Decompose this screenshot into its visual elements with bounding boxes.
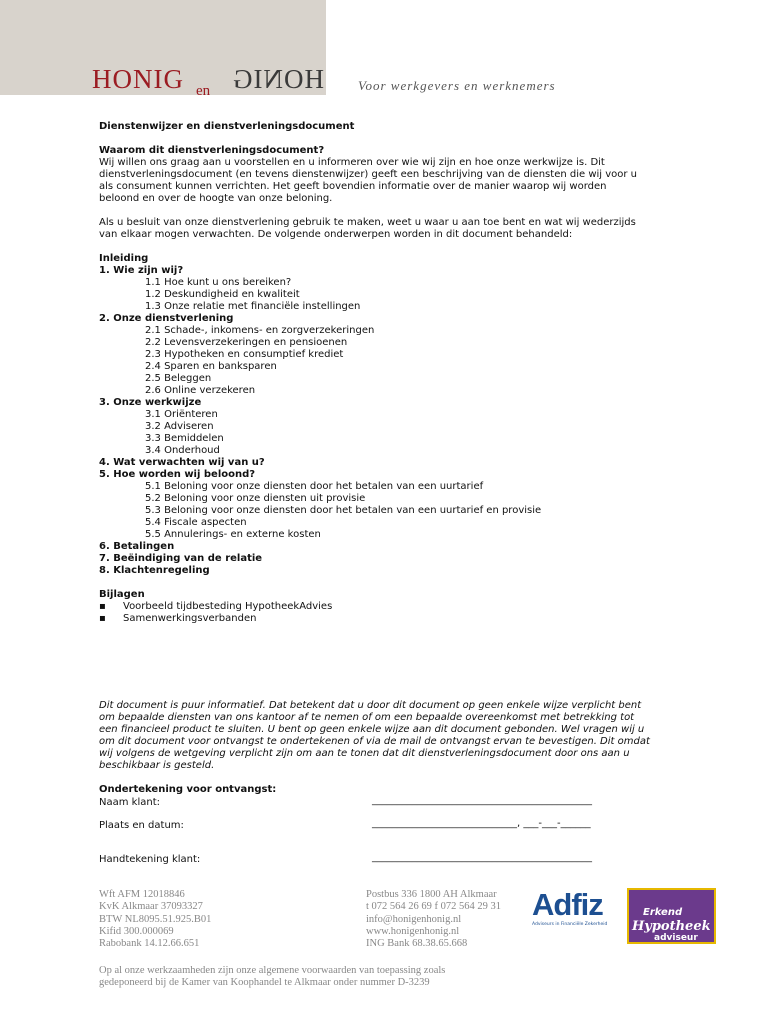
erkend-text: Erkend <box>643 907 683 918</box>
para-line: Wij willen ons graag aan u voorstellen en u informeren over wie wij zijn en hoe onze werkwijze is. Dit <box>99 157 605 168</box>
toc-subitem: 3.2 Adviseren <box>145 421 214 432</box>
hypotheek-text: Hypotheek <box>632 919 711 934</box>
sign-line-naam[interactable]: ____________________________________________ <box>372 795 592 806</box>
adfiz-logo <box>532 888 620 940</box>
footer-line[interactable]: info@honigenhonig.nl <box>366 913 462 925</box>
footer-right <box>366 889 501 950</box>
toc-subitem: 1.1 Hoe kunt u ons bereiken? <box>145 277 292 288</box>
toc-subitem: 3.3 Bemiddelen <box>145 433 224 444</box>
footer-line: BTW NL8095.51.925.B01 <box>99 913 212 925</box>
sign-heading: Ondertekening voor ontvangst: <box>99 784 277 795</box>
footer-left <box>99 889 211 950</box>
toc-item: 5. Hoe worden wij beloond? <box>99 469 256 480</box>
para-line: Als u besluit van onze dienstverlening gebruik te maken, weet u waar u aan toe bent en wat wij wederzijds <box>99 217 636 228</box>
toc-item: 2. Onze dienstverlening <box>99 313 234 324</box>
document-body <box>99 121 669 625</box>
erkend-hypotheekadviseur-logo <box>627 888 716 944</box>
toc-subitem: 5.2 Beloning voor onze diensten uit provisie <box>145 493 366 504</box>
table-of-contents <box>99 253 669 577</box>
toc-subitem: 5.4 Fiscale aspecten <box>145 517 247 528</box>
footer-line: ING Bank 68.38.65.668 <box>366 938 468 950</box>
logo-text-right: HONIG <box>232 64 324 94</box>
footer-conditions <box>99 965 445 990</box>
footer-line: KvK Alkmaar 37093327 <box>99 901 203 913</box>
toc-item: 6. Betalingen <box>99 541 175 552</box>
para-line: als consument kunnen verrichten. Het geeft bovendien informatie over de manier waarop wij worden <box>99 181 607 192</box>
toc-item: 8. Klachtenregeling <box>99 565 210 576</box>
disclaimer-line: beschikbaar is gesteld. <box>99 760 215 771</box>
adfiz-logo-text: Adfiz <box>532 887 603 922</box>
footer-line[interactable]: www.honigenhonig.nl <box>366 925 460 937</box>
disclaimer-line: wij volgens de wetgeving verplicht zijn om aan te tonen dat dit dienstverleningsdocument door ons aan u <box>99 748 630 759</box>
sign-line-plaats[interactable]: _____________________________, ___-___-______ <box>372 818 591 829</box>
adviseur-text: adviseur <box>654 933 698 943</box>
sign-line-handtekening[interactable]: ____________________________________________ <box>372 852 592 863</box>
list-item: ▪ Voorbeeld tijdbesteding HypotheekAdvies <box>99 601 333 612</box>
toc-subitem: 2.5 Beleggen <box>145 373 212 384</box>
toc-subitem: 5.5 Annulerings- en externe kosten <box>145 529 321 540</box>
list-item: ▪ Samenwerkingsverbanden <box>99 613 257 624</box>
footer-line: Rabobank 14.12.66.651 <box>99 938 200 950</box>
toc-subitem: 2.6 Online verzekeren <box>145 385 256 396</box>
para-line: dienstverleningsdocument (en tevens dienstenwijzer) geeft een beschrijving van de diensten die wij voor u <box>99 169 638 180</box>
sign-label-naam: Naam klant: <box>99 797 160 808</box>
para-line: beloond en over de hoogte van onze beloning. <box>99 193 333 204</box>
toc-subitem: 2.1 Schade-, inkomens- en zorgverzekeringen <box>145 325 375 336</box>
doc-title: Dienstenwijzer en dienstverleningsdocument <box>99 121 355 132</box>
disclaimer-line: een financieel product te sluiten. U bent op geen enkele wijze aan dit document gebonden. Wel vragen wij u <box>99 724 645 735</box>
disclaimer <box>99 700 669 772</box>
bullet-icon: ▪ <box>99 601 106 612</box>
footer-line: Kifid 300.000069 <box>99 925 174 937</box>
logo-text-en: en <box>196 83 211 99</box>
disclaimer-line: om bepaalde diensten van ons kantoor af te nemen of om een bepaalde overeenkomst met betrekking tot <box>99 712 635 723</box>
footer-line: Op al onze werkzaamheden zijn onze algemene voorwaarden van toepassing zoals <box>99 965 446 976</box>
footer-line: Wft AFM 12018846 <box>99 889 185 900</box>
toc-subitem: 3.4 Onderhoud <box>145 445 220 456</box>
footer-line: gedeponeerd bij de Kamer van Koophandel te Alkmaar onder nummer D-3239 <box>99 977 430 989</box>
toc-subitem: 2.2 Levensverzekeringen en pensioenen <box>145 337 348 348</box>
logo-text-left: HONIG <box>92 64 184 94</box>
sign-label-plaats: Plaats en datum: <box>99 820 184 831</box>
toc-item: 4. Wat verwachten wij van u? <box>99 457 265 468</box>
toc-subitem: 3.1 Oriënteren <box>145 409 218 420</box>
toc-item: 1. Wie zijn wij? <box>99 265 184 276</box>
sign-label-handtekening: Handtekening klant: <box>99 854 201 865</box>
toc-subitem: 2.3 Hypotheken en consumptief krediet <box>145 349 344 360</box>
footer-line: t 072 564 26 69 f 072 564 29 31 <box>366 901 502 913</box>
toc-subitem: 1.3 Onze relatie met financiële instellingen <box>145 301 361 312</box>
toc-subitem: 1.2 Deskundigheid en kwaliteit <box>145 289 300 300</box>
toc-subitem: 2.4 Sparen en banksparen <box>145 361 277 372</box>
bullet-icon: ▪ <box>99 613 106 624</box>
toc-subitem: 5.3 Beloning voor onze diensten door het betalen van een uurtarief en provisie <box>145 505 542 516</box>
tagline: Voor werkgevers en werknemers <box>358 78 556 93</box>
disclaimer-line: Dit document is puur informatief. Dat betekent dat u door dit document op geen enkele wijze verplicht bent <box>99 700 642 711</box>
section-heading: Waarom dit dienstverleningsdocument? <box>99 145 325 156</box>
para-line: van elkaar mogen verwachten. De volgende onderwerpen worden in dit document behandeld: <box>99 229 573 240</box>
toc-item: 7. Beëindiging van de relatie <box>99 553 263 564</box>
footer-line: Postbus 336 1800 AH Alkmaar <box>366 889 497 900</box>
toc-subitem: 5.1 Beloning voor onze diensten door het betalen van een uurtarief <box>145 481 484 492</box>
toc-item: 3. Onze werkwijze <box>99 397 202 408</box>
disclaimer-line: om dit document voor ontvangst te ondertekenen of via de mail de ontvangst ervan te bevestigen. Dit omdat <box>99 736 650 747</box>
bijlagen-heading: Bijlagen <box>99 589 145 600</box>
toc-item: Inleiding <box>99 253 149 264</box>
adfiz-logo-sub: Adviseurs in Financiële Zekerheid <box>532 922 608 927</box>
